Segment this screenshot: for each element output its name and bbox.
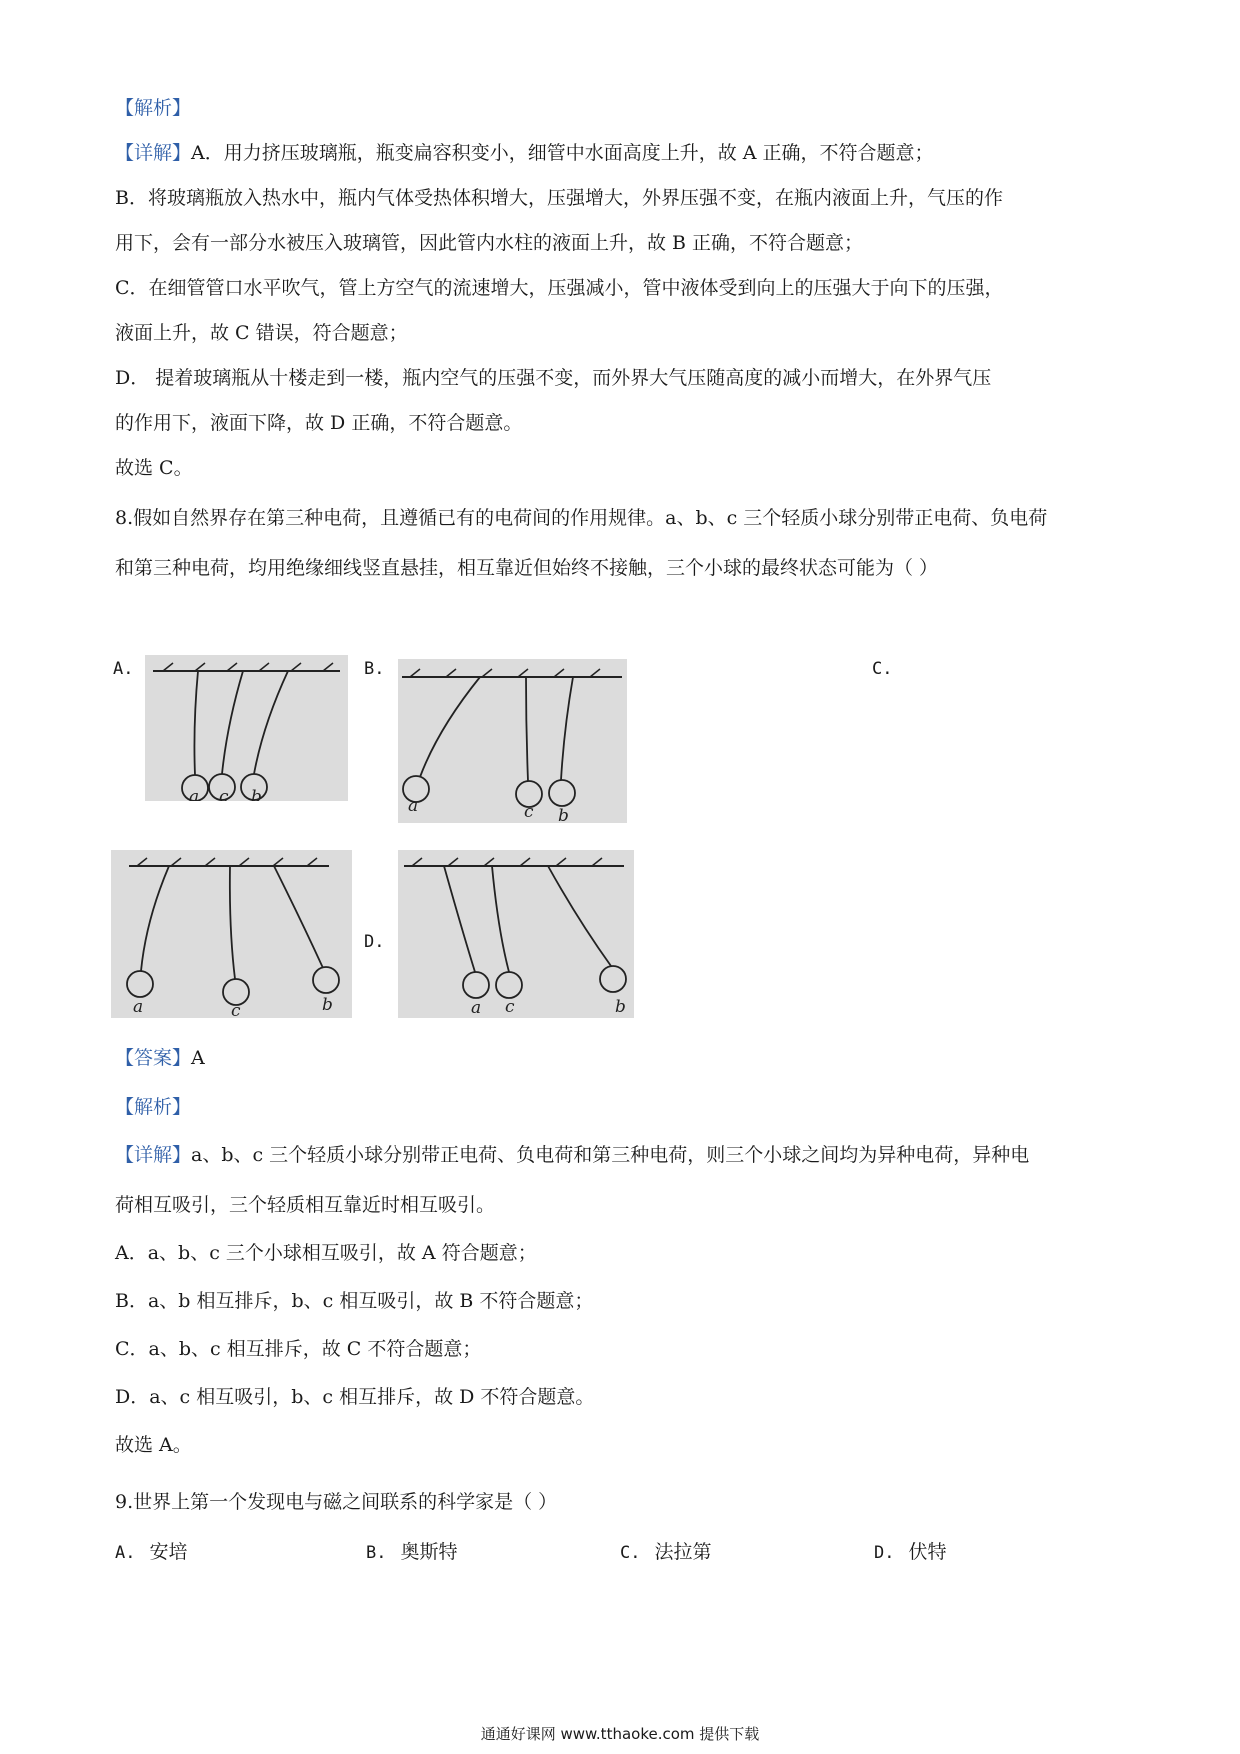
figure-b [398,659,627,823]
q7-detail-b-line2: 用下，会有一部分水被压入玻璃管，因此管内水柱的液面上升，故 B 正确，不符合题意； [115,232,864,254]
q7-detail-c-line2: 液面上升，故 C 错误，符合题意； [115,322,408,344]
q7-detail-d-line2: 的作用下，液面下降，故 D 正确，不符合题意。 [115,412,523,434]
q7-conclusion: 故选 C。 [115,457,193,479]
q8-stem-line2: 和第三种电荷，均用绝缘细线竖直悬挂，相互靠近但始终不接触，三个小球的最终状态可能为（ ） [115,557,939,579]
page-footer: 通通好课网 www.tthaoke.com 提供下载 [480,1725,760,1743]
ball-label-c: c [219,787,229,801]
q8-answer [115,1046,205,1070]
q9-choice-d: D. 伏特 [874,1541,947,1563]
ball-label-a: a [133,997,144,1017]
option-b-label: B. [364,659,385,679]
q9-choice-a: A. 安培 [115,1541,188,1563]
q8-analysis-a: A．a、b、c 三个小球相互吸引，故 A 符合题意； [115,1242,537,1264]
q7-analysis-tag: 【解析】 [115,97,192,119]
ball-label-a: a [471,998,482,1018]
option-c-label: C. [872,659,893,679]
figure-a [145,655,348,801]
q8-analysis-b: B．a、b 相互排斥，b、c 相互吸引，故 B 不符合题意； [115,1290,594,1312]
figure-d [398,850,634,1018]
q7-detail-b-line1: B．将玻璃瓶放入热水中，瓶内气体受热体积增大，压强增大，外界压强不变，在瓶内液面上升，气压的作 [115,187,1003,209]
q8-analysis-c: C．a、b、c 相互排斥，故 C 不符合题意； [115,1338,482,1360]
q8-detail-line1: 【详解】a、b、c 三个轻质小球分别带正电荷、负电荷和第三种电荷，则三个小球之间均为异种电荷，异种电 [115,1144,1030,1166]
q7-detail-a: 【详解】A．用力挤压玻璃瓶，瓶变扁容积变小，细管中水面高度上升，故 A 正确，不符合题意； [115,142,934,164]
ball-label-a: a [408,796,419,816]
ball-label-b: b [615,997,626,1017]
q7-detail-c-line1: C．在细管管口水平吹气，管上方空气的流速增大，压强减小，管中液体受到向上的压强大于向下的压强， [115,277,1004,299]
figure-c [111,850,352,1018]
detail-tag: 【详解】 [115,1144,192,1166]
ball-label-c: c [231,1001,241,1018]
ball-label-c: c [524,802,534,822]
q9-stem: 9.世界上第一个发现电与磁之间联系的科学家是（ ） [115,1491,558,1513]
q8-conclusion: 故选 A。 [115,1434,192,1456]
ball-label-b: b [251,787,262,801]
ball-label-b: b [322,995,333,1015]
q8-analysis-d: D．a、c 相互吸引，b、c 相互排斥，故 D 不符合题意。 [115,1386,595,1408]
q8-detail-line2: 荷相互吸引，三个轻质相互靠近时相互吸引。 [115,1194,496,1216]
answer-value: A [191,1047,205,1069]
q8-analysis-tag: 【解析】 [115,1096,192,1118]
answer-tag: 【答案】 [115,1047,192,1069]
q9-choice-b: B. 奥斯特 [366,1541,458,1563]
q8-stem-line1: 8.假如自然界存在第三种电荷，且遵循已有的电荷间的作用规律。a、b、c 三个轻质小球分别带正电荷、负电荷 [115,507,1048,529]
q9-choice-c: C. 法拉第 [620,1541,712,1563]
q7-detail-d-line1: D． 提着玻璃瓶从十楼走到一楼，瓶内空气的压强不变，而外界大气压随高度的减小而增大，在外界气压 [115,367,992,389]
option-a-label: A. [113,659,134,679]
option-d-label: D. [364,932,385,952]
ball-label-b: b [558,806,569,823]
ball-label-a: a [189,787,200,801]
detail-tag: 【详解】 [115,142,192,164]
ball-label-c: c [505,997,515,1017]
